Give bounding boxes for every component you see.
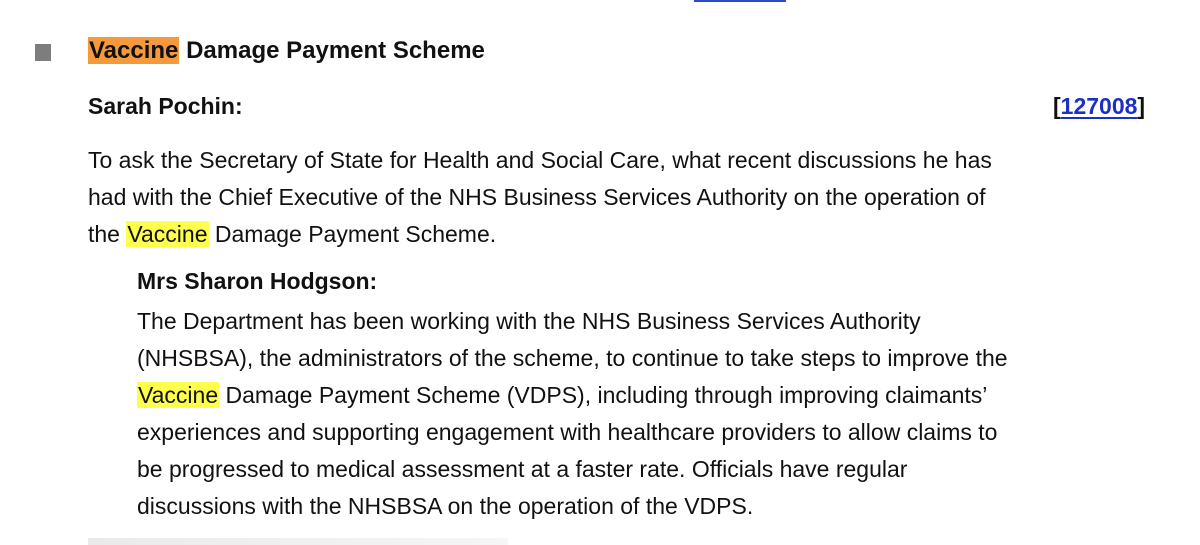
question-line [88, 216, 1178, 253]
answer-highlight: Vaccine [138, 382, 219, 408]
question-highlight: Vaccine [127, 221, 208, 247]
next-entry-cutoff [88, 538, 508, 545]
asker-name: Sarah Pochin: [88, 93, 243, 119]
answer-line: The Department has been working with the NHS Business Services Authority [137, 308, 921, 334]
topic-bullet-icon [35, 44, 51, 61]
topic-highlight: Vaccine [89, 37, 179, 64]
answer-line: (NHSBSA), the administrators of the scheme, to continue to take steps to improve the [137, 345, 1008, 371]
question-line: To ask the Secretary of State for Health and Social Care, what recent discussions he has [88, 147, 992, 173]
answer-text [137, 303, 1197, 525]
question-line-suffix: Damage Payment Scheme. [208, 221, 497, 247]
question-line: had with the Chief Executive of the NHS Business Services Authority on the operation of [88, 184, 986, 210]
answer-line-suffix: Damage Payment Scheme (VDPS), including through improving claimants’ [219, 382, 988, 408]
previous-entry-link-fragment[interactable] [694, 0, 786, 2]
question-line-prefix: the [88, 221, 127, 247]
topic-title-rest: Damage Payment Scheme [179, 37, 485, 64]
question-text [88, 142, 1178, 253]
answer-line: be progressed to medical assessment at a faster rate. Officials have regular [137, 456, 908, 482]
answer-line: experiences and supporting engagement with healthcare providers to allow claims to [137, 419, 998, 445]
answer-line: discussions with the NHSBSA on the operation of the VDPS. [137, 493, 754, 519]
question-reference: [127008] [1053, 93, 1146, 119]
question-reference-link[interactable]: 127008 [1060, 93, 1138, 119]
respondent-name: Mrs Sharon Hodgson: [137, 268, 378, 294]
topic-title [88, 35, 485, 67]
previous-entry-cutoff [0, 0, 1200, 2]
answer-line [137, 377, 1197, 414]
